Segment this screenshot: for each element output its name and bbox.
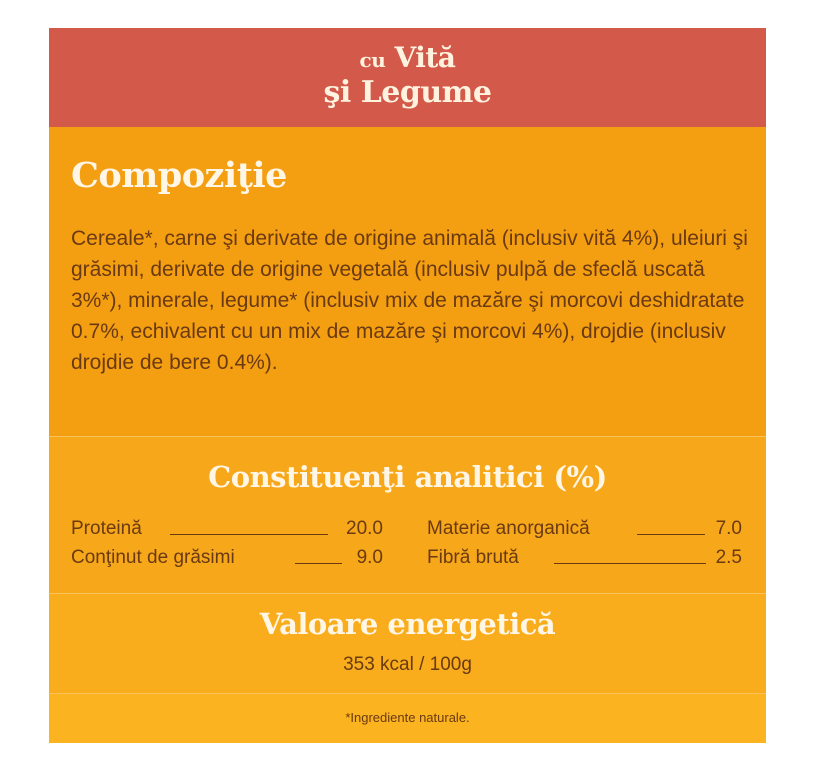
footer-section [49,694,766,743]
analytic-item-value: 20.0 [346,518,383,539]
energy-section [49,594,766,693]
analytic-item-fibre [427,545,742,571]
title-word: Vită [394,41,456,74]
analytic-heading: Constituenţi analitici (%) [208,460,607,494]
analytic-item-value: 9.0 [356,547,383,568]
analytic-item-ash [427,516,742,542]
leader-line [554,563,706,564]
composition-heading: Compoziţie [71,155,287,196]
leader-line [637,534,705,535]
analytic-item-protein [71,516,383,542]
product-header [49,28,766,127]
analytic-item-label: Fibră brută [427,547,519,568]
product-info-card [49,28,766,743]
energy-value: 353 kcal / 100g [343,654,472,675]
analytic-item-label: Materie anorganică [427,518,590,539]
composition-section [49,127,766,436]
analytic-section [49,437,766,593]
analytic-item-value: 2.5 [715,547,742,568]
analytic-item-label: Proteină [71,518,142,539]
footnote: *Ingrediente naturale. [345,710,470,725]
product-title-line1 [49,42,766,76]
product-title-line2: şi Legume [323,75,492,110]
title-prefix: cu [359,48,386,72]
composition-text: Cereale*, carne şi derivate de origine animală (inclusiv vită 4%), uleiuri şi grăsimi, derivate de origine vegetală (inclusiv pulpă de sfeclă uscată 3%*), minerale, legume* (inclusiv mix de mazăre şi morcovi deshidratate 0.7%, echivalent cu un mix de mazăre şi morcovi 4%), drojdie (inclusiv drojdie de bere 0.4%). [71,227,748,374]
analytic-item-value: 7.0 [715,518,742,539]
energy-heading: Valoare energetică [259,607,556,641]
analytic-item-fat [71,545,383,571]
analytic-item-label: Conţinut de grăsimi [71,547,235,568]
leader-line [170,534,328,535]
leader-line [295,563,342,564]
